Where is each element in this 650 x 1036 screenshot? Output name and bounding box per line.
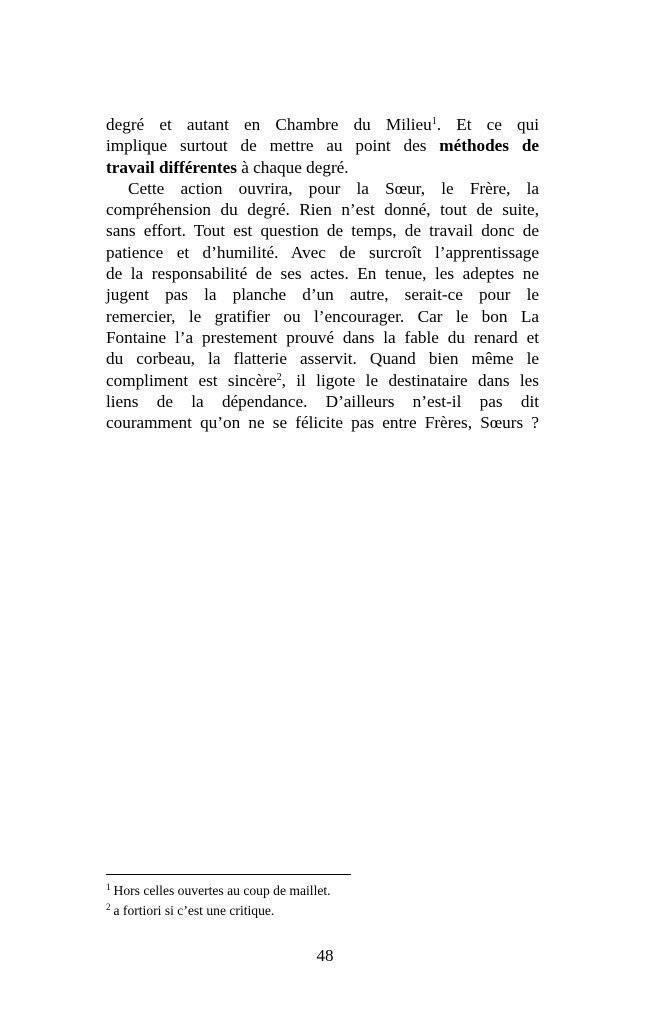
footnote-reference-1[interactable]: 1 [431, 116, 437, 127]
text-line: de la responsabilité de ses actes. En tenue, les adeptes ne [106, 264, 539, 284]
bold-phrase: travail différentes [106, 157, 237, 177]
text-line: travail différentes à chaque degré. [106, 157, 349, 177]
text-line: jugent pas la planche d’un autre, serait-ce pour le [106, 285, 539, 305]
footnote-2 [106, 901, 539, 921]
text-line: du corbeau, la flatterie asservit. Quand bien même le [106, 349, 539, 369]
text-line: Cette action ouvrira, pour la Sœur, le Frère, la [128, 178, 539, 198]
footnote-mark: 1 [106, 882, 111, 892]
text-line: remercier, le gratifier ou l’encourager. Car le bon La [106, 306, 539, 326]
text-line: sans effort. Tout est question de temps, de travail donc de [106, 221, 539, 241]
text-line: degré et autant en Chambre du Milieu$^1$. Et ce qui [106, 115, 540, 134]
text-line: implique surtout de mettre au point des méthodes de [106, 136, 540, 156]
footnote-divider [106, 874, 351, 875]
bold-phrase: méthodes de [439, 136, 540, 156]
main-text [106, 114, 539, 433]
footnote-text: a fortiori si c’est une critique. [113, 903, 275, 918]
page-number: 48 [316, 946, 334, 965]
text-line: Fontaine l’a prestement prouvé dans la fable du renard et [106, 327, 539, 347]
text-line: liens de la dépendance. D’ailleurs n’est-il pas dit [106, 391, 539, 411]
text-line: compréhension du degré. Rien n’est donné, tout de suite, [106, 200, 539, 220]
footnote-text: Hors celles ouvertes au coup de maillet. [113, 883, 331, 898]
footnote-1 [106, 881, 539, 901]
footnote-mark: 2 [106, 902, 111, 912]
footnote-reference-2[interactable]: 2 [276, 371, 282, 383]
text-line: compliment est sincère$^2$, il ligote le destinataire dans les [106, 370, 539, 390]
text-line: couramment qu’on ne se félicite pas entre Frères, Sœurs ? [106, 413, 539, 433]
text-line: patience et d’humilité. Avec de surcroît l’apprentissage [106, 242, 539, 262]
footnotes [106, 881, 539, 921]
